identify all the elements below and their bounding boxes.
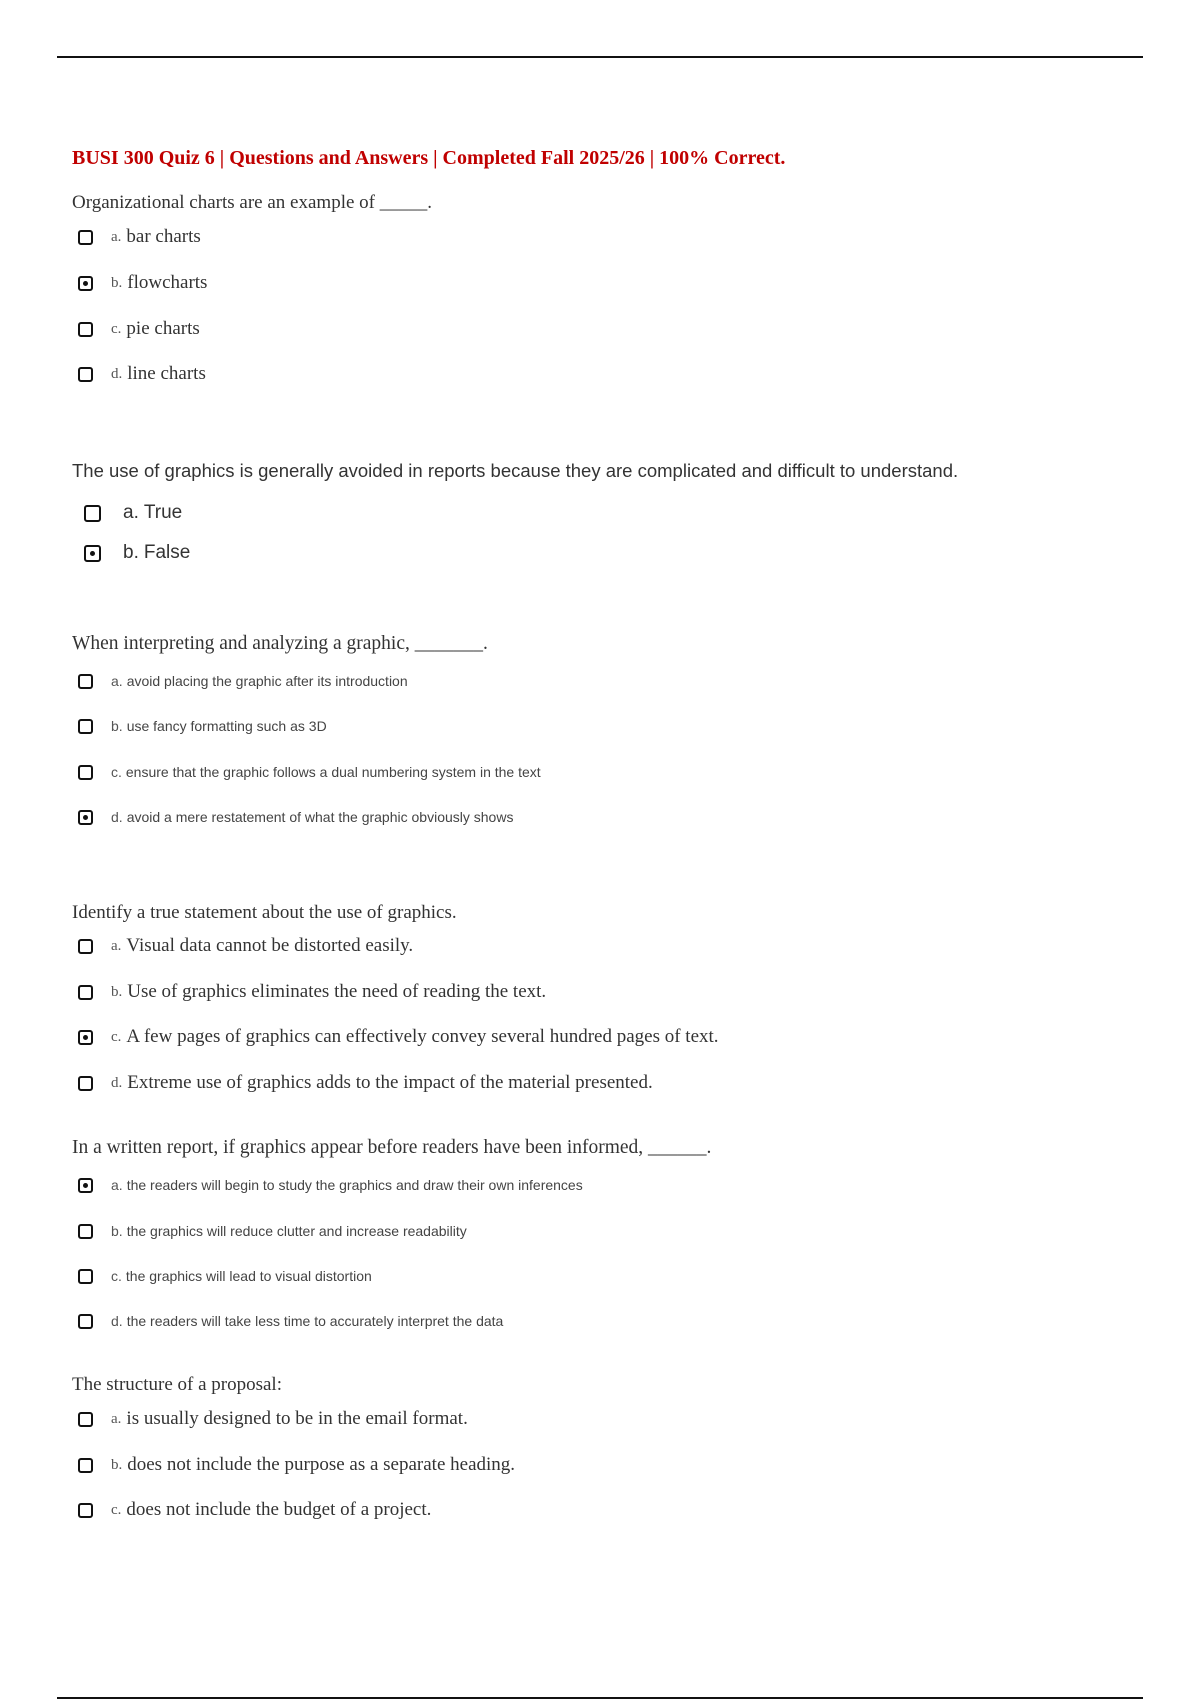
checkbox-icon[interactable] <box>78 1269 93 1284</box>
option-text: the graphics will reduce clutter and increase readability <box>126 1223 467 1239</box>
option-letter: b. <box>111 1456 123 1473</box>
option-text: the readers will take less time to accurately interpret the data <box>126 1313 504 1329</box>
checkbox-icon[interactable] <box>78 322 93 337</box>
question-text: When interpreting and analyzing a graphic, _______. <box>72 633 488 654</box>
option-text: line charts <box>127 363 206 384</box>
option-text: pie charts <box>126 318 200 339</box>
question-6 <box>72 1374 1152 1520</box>
option-letter: c. <box>111 1501 122 1518</box>
option-letter: b. <box>111 1223 123 1239</box>
option-text: the graphics will lead to visual distortion <box>125 1268 372 1284</box>
checkbox-icon[interactable] <box>84 505 101 522</box>
option-letter: b. <box>111 983 123 1000</box>
checkbox-icon[interactable] <box>78 985 93 1000</box>
option-text: Visual data cannot be distorted easily. <box>126 935 414 956</box>
option-text: flowcharts <box>127 272 208 293</box>
checkbox-checked-icon[interactable] <box>84 545 101 562</box>
checkbox-icon[interactable] <box>78 1458 93 1473</box>
option-letter: c. <box>111 764 122 780</box>
option-4c[interactable] <box>72 1026 719 1048</box>
checkbox-icon[interactable] <box>78 1224 93 1239</box>
option-3a[interactable] <box>72 673 408 689</box>
question-5 <box>72 1137 1152 1329</box>
option-6b[interactable] <box>72 1454 515 1476</box>
checkbox-checked-icon[interactable] <box>78 1030 93 1045</box>
option-4b[interactable] <box>72 981 546 1003</box>
option-text: does not include the purpose as a separate heading. <box>127 1454 516 1475</box>
option-1c[interactable] <box>72 318 200 340</box>
option-1a[interactable] <box>72 226 201 248</box>
question-text: The use of graphics is generally avoided in reports because they are complicated and difficult to understand. <box>72 460 959 481</box>
option-letter: d. <box>111 1313 123 1329</box>
option-letter: a. <box>111 1177 123 1193</box>
bottom-rule <box>57 1697 1143 1699</box>
option-text: does not include the budget of a project. <box>126 1499 432 1520</box>
option-letter: d. <box>111 365 123 382</box>
question-text: Identify a true statement about the use of graphics. <box>72 902 457 923</box>
question-1 <box>72 192 1152 384</box>
option-letter: a. <box>111 937 122 954</box>
question-text: In a written report, if graphics appear before readers have been informed, ______. <box>72 1137 712 1158</box>
option-letter: c. <box>111 1268 122 1284</box>
option-5b[interactable] <box>72 1223 467 1239</box>
option-6a[interactable] <box>72 1408 468 1430</box>
question-2 <box>72 460 1152 563</box>
option-letter: d. <box>111 1074 123 1091</box>
option-letter: b. <box>111 718 123 734</box>
checkbox-icon[interactable] <box>78 1314 93 1329</box>
option-6c[interactable] <box>72 1499 431 1521</box>
option-text: False <box>143 542 191 563</box>
checkbox-icon[interactable] <box>78 230 93 245</box>
option-text: avoid a mere restatement of what the graphic obviously shows <box>126 809 514 825</box>
option-text: the readers will begin to study the graphics and draw their own inferences <box>126 1177 583 1193</box>
option-5d[interactable] <box>72 1313 503 1329</box>
question-text: Organizational charts are an example of _____. <box>72 192 432 213</box>
checkbox-icon[interactable] <box>78 367 93 382</box>
question-text: The structure of a proposal: <box>72 1374 282 1395</box>
checkbox-icon[interactable] <box>78 719 93 734</box>
checkbox-icon[interactable] <box>78 765 93 780</box>
option-3d[interactable] <box>72 809 513 825</box>
option-letter: b. <box>123 542 139 563</box>
option-4a[interactable] <box>72 935 413 957</box>
option-2a[interactable] <box>72 502 182 524</box>
checkbox-checked-icon[interactable] <box>78 1178 93 1193</box>
option-5a[interactable] <box>72 1177 583 1193</box>
option-text: use fancy formatting such as 3D <box>126 718 327 734</box>
option-4d[interactable] <box>72 1072 653 1094</box>
option-letter: a. <box>111 1410 122 1427</box>
option-text: avoid placing the graphic after its introduction <box>126 673 408 689</box>
option-letter: c. <box>111 1028 122 1045</box>
checkbox-icon[interactable] <box>78 1503 93 1518</box>
question-3 <box>72 633 1152 825</box>
option-3b[interactable] <box>72 718 327 734</box>
checkbox-icon[interactable] <box>78 939 93 954</box>
option-letter: a. <box>111 673 123 689</box>
option-2b[interactable] <box>72 542 190 564</box>
question-4 <box>72 902 1152 1093</box>
option-1b[interactable] <box>72 272 207 294</box>
checkbox-icon[interactable] <box>78 1076 93 1091</box>
option-letter: c. <box>111 320 122 337</box>
option-5c[interactable] <box>72 1268 372 1284</box>
option-3c[interactable] <box>72 764 541 780</box>
option-text: ensure that the graphic follows a dual numbering system in the text <box>125 764 541 780</box>
checkbox-checked-icon[interactable] <box>78 810 93 825</box>
option-text: Use of graphics eliminates the need of reading the text. <box>127 981 547 1002</box>
option-letter: a. <box>123 502 139 523</box>
option-text: is usually designed to be in the email format. <box>126 1408 468 1429</box>
top-rule <box>57 56 1143 58</box>
checkbox-checked-icon[interactable] <box>78 276 93 291</box>
option-letter: a. <box>111 228 122 245</box>
option-letter: d. <box>111 809 123 825</box>
option-letter: b. <box>111 274 123 291</box>
option-text: True <box>143 502 183 523</box>
option-1d[interactable] <box>72 363 206 385</box>
page-title: BUSI 300 Quiz 6 | Questions and Answers | Completed Fall 2025/26 | 100% Correct. <box>72 147 786 169</box>
option-text: bar charts <box>126 226 201 247</box>
option-text: A few pages of graphics can effectively convey several hundred pages of text. <box>126 1026 719 1047</box>
checkbox-icon[interactable] <box>78 674 93 689</box>
checkbox-icon[interactable] <box>78 1412 93 1427</box>
option-text: Extreme use of graphics adds to the impact of the material presented. <box>127 1072 653 1093</box>
